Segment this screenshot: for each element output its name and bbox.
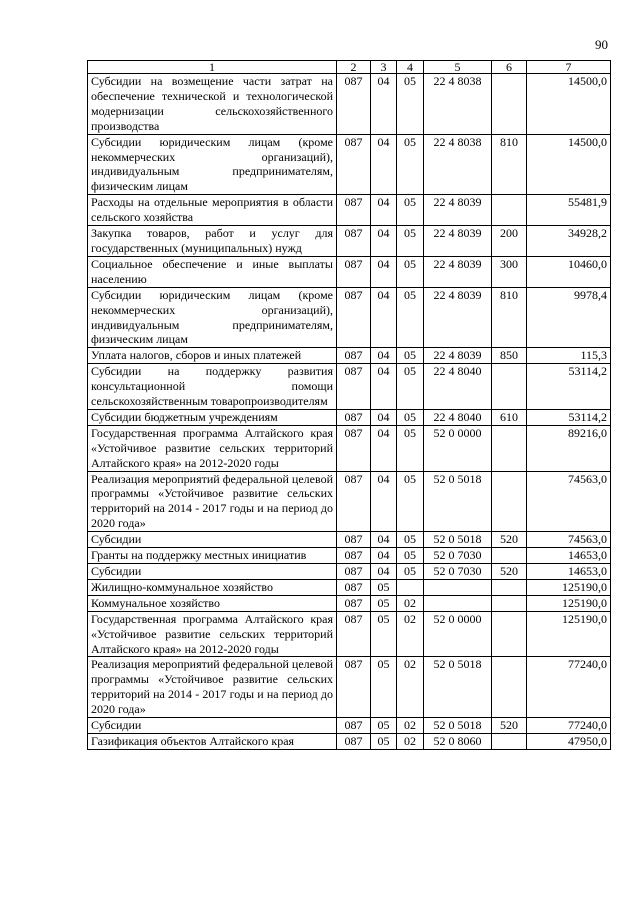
expense-name-cell: Субсидии xyxy=(88,564,337,580)
expense-type-cell xyxy=(492,195,527,226)
expense-name-cell: Субсидии xyxy=(88,532,337,548)
section-code-cell: 04 xyxy=(371,364,397,410)
budget-table xyxy=(87,60,611,750)
expense-name-cell: Газификация объектов Алтайского края xyxy=(88,733,337,749)
subsection-code-cell: 05 xyxy=(397,195,424,226)
target-article-cell: 52 0 5018 xyxy=(424,471,492,532)
target-article-cell: 22 4 8039 xyxy=(424,195,492,226)
ministry-code-cell: 087 xyxy=(337,409,371,425)
table-row xyxy=(88,364,611,410)
subsection-code-cell: 05 xyxy=(397,532,424,548)
section-code-cell: 04 xyxy=(371,471,397,532)
section-code-cell: 04 xyxy=(371,348,397,364)
column-header: 1 xyxy=(88,61,337,74)
expense-name-cell: Субсидии xyxy=(88,718,337,734)
section-code-cell: 05 xyxy=(371,611,397,657)
amount-cell: 14653,0 xyxy=(527,564,611,580)
column-header: 5 xyxy=(424,61,492,74)
amount-cell: 34928,2 xyxy=(527,226,611,257)
amount-cell: 89216,0 xyxy=(527,425,611,471)
target-article-cell xyxy=(424,595,492,611)
table-row xyxy=(88,226,611,257)
table-row xyxy=(88,409,611,425)
expense-name-cell: Закупка товаров, работ и услуг для государственных (муниципальных) нужд xyxy=(88,226,337,257)
table-row xyxy=(88,579,611,595)
expense-type-cell: 300 xyxy=(492,256,527,287)
column-header: 2 xyxy=(337,61,371,74)
expense-type-cell xyxy=(492,579,527,595)
target-article-cell: 22 4 8038 xyxy=(424,134,492,195)
subsection-code-cell: 05 xyxy=(397,74,424,135)
ministry-code-cell: 087 xyxy=(337,195,371,226)
subsection-code-cell xyxy=(397,579,424,595)
ministry-code-cell: 087 xyxy=(337,471,371,532)
table-row xyxy=(88,471,611,532)
ministry-code-cell: 087 xyxy=(337,348,371,364)
table-row xyxy=(88,287,611,348)
subsection-code-cell: 05 xyxy=(397,548,424,564)
amount-cell: 47950,0 xyxy=(527,733,611,749)
amount-cell: 74563,0 xyxy=(527,532,611,548)
amount-cell: 115,3 xyxy=(527,348,611,364)
expense-type-cell: 610 xyxy=(492,409,527,425)
amount-cell: 77240,0 xyxy=(527,718,611,734)
subsection-code-cell: 05 xyxy=(397,348,424,364)
ministry-code-cell: 087 xyxy=(337,657,371,718)
target-article-cell: 52 0 7030 xyxy=(424,548,492,564)
expense-name-cell: Коммунальное хозяйство xyxy=(88,595,337,611)
subsection-code-cell: 05 xyxy=(397,287,424,348)
section-code-cell: 04 xyxy=(371,195,397,226)
subsection-code-cell: 02 xyxy=(397,657,424,718)
expense-type-cell: 810 xyxy=(492,134,527,195)
subsection-code-cell: 05 xyxy=(397,425,424,471)
expense-type-cell xyxy=(492,471,527,532)
amount-cell: 74563,0 xyxy=(527,471,611,532)
table-row xyxy=(88,425,611,471)
expense-type-cell: 520 xyxy=(492,564,527,580)
target-article-cell: 22 4 8039 xyxy=(424,287,492,348)
table-row xyxy=(88,74,611,135)
expense-type-cell: 520 xyxy=(492,532,527,548)
column-header: 4 xyxy=(397,61,424,74)
table-row xyxy=(88,657,611,718)
target-article-cell: 52 0 0000 xyxy=(424,611,492,657)
target-article-cell xyxy=(424,579,492,595)
expense-name-cell: Государственная программа Алтайского края «Устойчивое развитие сельских территорий Алтайского края» на 2012-2020 годы xyxy=(88,425,337,471)
target-article-cell: 22 4 8040 xyxy=(424,364,492,410)
section-code-cell: 05 xyxy=(371,595,397,611)
expense-type-cell: 850 xyxy=(492,348,527,364)
subsection-code-cell: 02 xyxy=(397,733,424,749)
subsection-code-cell: 05 xyxy=(397,409,424,425)
section-code-cell: 04 xyxy=(371,226,397,257)
expense-name-cell: Субсидии на возмещение части затрат на обеспечение технической и технологической модернизации сельскохозяйственного производства xyxy=(88,74,337,135)
section-code-cell: 05 xyxy=(371,733,397,749)
ministry-code-cell: 087 xyxy=(337,718,371,734)
amount-cell: 125190,0 xyxy=(527,579,611,595)
amount-cell: 10460,0 xyxy=(527,256,611,287)
column-header: 6 xyxy=(492,61,527,74)
target-article-cell: 22 4 8039 xyxy=(424,226,492,257)
target-article-cell: 22 4 8039 xyxy=(424,348,492,364)
amount-cell: 14500,0 xyxy=(527,134,611,195)
ministry-code-cell: 087 xyxy=(337,595,371,611)
expense-name-cell: Субсидии юридическим лицам (кроме некоммерческих организаций), индивидуальным предпринимателям, физическим лицам xyxy=(88,134,337,195)
table-row xyxy=(88,532,611,548)
table-header-row xyxy=(88,61,611,74)
subsection-code-cell: 02 xyxy=(397,595,424,611)
ministry-code-cell: 087 xyxy=(337,364,371,410)
ministry-code-cell: 087 xyxy=(337,532,371,548)
expense-name-cell: Гранты на поддержку местных инициатив xyxy=(88,548,337,564)
expense-type-cell xyxy=(492,657,527,718)
amount-cell: 77240,0 xyxy=(527,657,611,718)
column-header: 3 xyxy=(371,61,397,74)
table-row xyxy=(88,134,611,195)
expense-type-cell xyxy=(492,595,527,611)
table-row xyxy=(88,564,611,580)
ministry-code-cell: 087 xyxy=(337,256,371,287)
expense-name-cell: Субсидии юридическим лицам (кроме некоммерческих организаций), индивидуальным предпринимателям, физическим лицам xyxy=(88,287,337,348)
expense-name-cell: Субсидии бюджетным учреждениям xyxy=(88,409,337,425)
ministry-code-cell: 087 xyxy=(337,226,371,257)
ministry-code-cell: 087 xyxy=(337,548,371,564)
target-article-cell: 52 0 7030 xyxy=(424,564,492,580)
expense-name-cell: Реализация мероприятий федеральной целевой программы «Устойчивое развитие сельских территорий на 2014 - 2017 годы и на период до 2020 года» xyxy=(88,657,337,718)
expense-name-cell: Реализация мероприятий федеральной целевой программы «Устойчивое развитие сельских территорий на 2014 - 2017 годы и на период до 2020 года» xyxy=(88,471,337,532)
subsection-code-cell: 05 xyxy=(397,364,424,410)
amount-cell: 53114,2 xyxy=(527,409,611,425)
column-header: 7 xyxy=(527,61,611,74)
subsection-code-cell: 05 xyxy=(397,256,424,287)
section-code-cell: 04 xyxy=(371,74,397,135)
section-code-cell: 04 xyxy=(371,532,397,548)
amount-cell: 53114,2 xyxy=(527,364,611,410)
subsection-code-cell: 05 xyxy=(397,471,424,532)
expense-name-cell: Уплата налогов, сборов и иных платежей xyxy=(88,348,337,364)
section-code-cell: 04 xyxy=(371,564,397,580)
table-row xyxy=(88,548,611,564)
expense-type-cell: 520 xyxy=(492,718,527,734)
section-code-cell: 04 xyxy=(371,256,397,287)
amount-cell: 14500,0 xyxy=(527,74,611,135)
target-article-cell: 52 0 8060 xyxy=(424,733,492,749)
table-row xyxy=(88,256,611,287)
section-code-cell: 04 xyxy=(371,409,397,425)
ministry-code-cell: 087 xyxy=(337,611,371,657)
expense-type-cell xyxy=(492,733,527,749)
ministry-code-cell: 087 xyxy=(337,579,371,595)
ministry-code-cell: 087 xyxy=(337,733,371,749)
subsection-code-cell: 02 xyxy=(397,718,424,734)
ministry-code-cell: 087 xyxy=(337,425,371,471)
expense-name-cell: Субсидии на поддержку развития консультационной помощи сельскохозяйственным товаропроизводителям xyxy=(88,364,337,410)
section-code-cell: 04 xyxy=(371,425,397,471)
section-code-cell: 05 xyxy=(371,579,397,595)
expense-type-cell xyxy=(492,364,527,410)
section-code-cell: 05 xyxy=(371,657,397,718)
amount-cell: 9978,4 xyxy=(527,287,611,348)
subsection-code-cell: 05 xyxy=(397,564,424,580)
ministry-code-cell: 087 xyxy=(337,287,371,348)
table-row xyxy=(88,611,611,657)
ministry-code-cell: 087 xyxy=(337,564,371,580)
expense-name-cell: Жилищно-коммунальное хозяйство xyxy=(88,579,337,595)
subsection-code-cell: 05 xyxy=(397,226,424,257)
section-code-cell: 04 xyxy=(371,287,397,348)
expense-type-cell: 810 xyxy=(492,287,527,348)
expense-type-cell xyxy=(492,548,527,564)
table-row xyxy=(88,595,611,611)
expense-type-cell xyxy=(492,74,527,135)
subsection-code-cell: 02 xyxy=(397,611,424,657)
amount-cell: 125190,0 xyxy=(527,611,611,657)
amount-cell: 14653,0 xyxy=(527,548,611,564)
target-article-cell: 52 0 5018 xyxy=(424,718,492,734)
amount-cell: 125190,0 xyxy=(527,595,611,611)
table-row xyxy=(88,718,611,734)
expense-name-cell: Государственная программа Алтайского края «Устойчивое развитие сельских территорий Алтайского края» на 2012-2020 годы xyxy=(88,611,337,657)
subsection-code-cell: 05 xyxy=(397,134,424,195)
section-code-cell: 04 xyxy=(371,134,397,195)
section-code-cell: 04 xyxy=(371,548,397,564)
table-row xyxy=(88,195,611,226)
target-article-cell: 22 4 8039 xyxy=(424,256,492,287)
target-article-cell: 22 4 8040 xyxy=(424,409,492,425)
section-code-cell: 05 xyxy=(371,718,397,734)
target-article-cell: 52 0 5018 xyxy=(424,657,492,718)
expense-type-cell xyxy=(492,611,527,657)
table-row xyxy=(88,733,611,749)
expense-name-cell: Расходы на отдельные мероприятия в области сельского хозяйства xyxy=(88,195,337,226)
page-number: 90 xyxy=(595,37,608,52)
table-row xyxy=(88,348,611,364)
ministry-code-cell: 087 xyxy=(337,134,371,195)
expense-type-cell xyxy=(492,425,527,471)
expense-type-cell: 200 xyxy=(492,226,527,257)
target-article-cell: 52 0 5018 xyxy=(424,532,492,548)
target-article-cell: 22 4 8038 xyxy=(424,74,492,135)
expense-name-cell: Социальное обеспечение и иные выплаты населению xyxy=(88,256,337,287)
ministry-code-cell: 087 xyxy=(337,74,371,135)
target-article-cell: 52 0 0000 xyxy=(424,425,492,471)
amount-cell: 55481,9 xyxy=(527,195,611,226)
